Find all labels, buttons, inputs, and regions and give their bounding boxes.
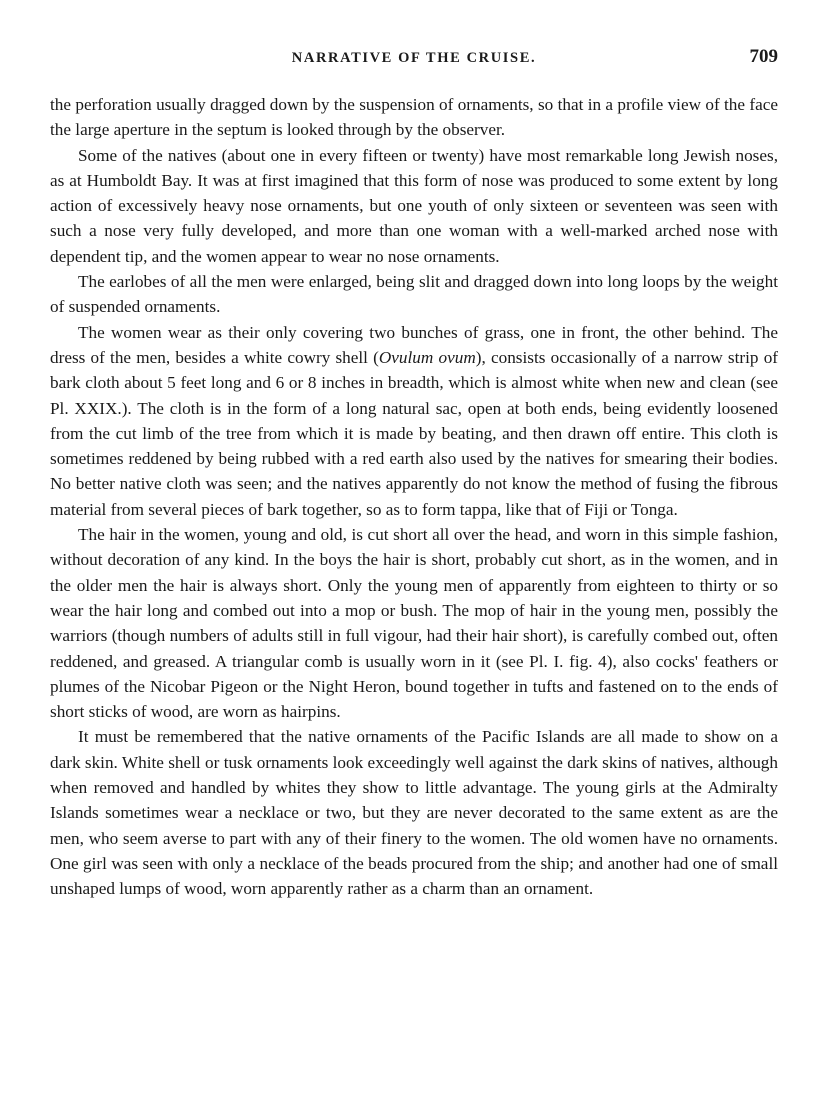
paragraph-ornaments: It must be remembered that the native ornaments of the Pacific Islands are all made to show on a dark skin. White shell or tusk ornaments look exceedingly well against the dark skins of natives, although when removed and handled by whites they show to little advantage. The young girls at the Admiralty Islands sometimes wear a necklace or two, but they are never decorated to the same extent as are the men, who seem averse to part with any of their finery to the women. The old women have no ornaments. One girl was seen with only a necklace of the beads procured from the ship; and another had one of small unshaped lumps of wood, worn apparently rather as a charm than an ornament. (50, 727, 778, 899)
book-page (50, 42, 778, 902)
running-head (50, 42, 778, 72)
dress-text-before: The women wear as their only covering two bunches of grass, one in front, the other behind. The dress of the men, besides a white cowry shell ( (50, 322, 778, 367)
running-title: NARRATIVE OF THE CRUISE. (291, 50, 537, 66)
shell-species-name: Ovulum ovum (378, 347, 476, 367)
paragraph-dress-and-bark-cloth (50, 320, 778, 522)
page-number: 709 (749, 46, 778, 67)
paragraph-septum-perforation: the perforation usually dragged down by the suspension of ornaments, so that in a profile view of the face the large aperture in the septum is looked through by the observer. (50, 95, 778, 140)
paragraph-hair: The hair in the women, young and old, is cut short all over the head, and worn in this simple fashion, without decoration of any kind. In the boys the hair is short, probably cut short, as in the women, and in the older men the hair is always short. Only the young men of apparently from eighteen to thirty or so wear the hair long and combed out into a mop or bush. The mop of hair in the young men, possibly the warriors (though numbers of adults still in full vigour, had their hair short), is carefully combed out, often reddened, and greased. A triangular comb is usually worn in it (see Pl. I. fig. 4), also cocks' feathers or plumes of the Nicobar Pigeon or the Night Heron, bound together in tufts and fastened on to the ends of short sticks of wood, are worn as hairpins. (50, 525, 778, 722)
paragraph-jewish-noses: Some of the natives (about one in every fifteen or twenty) have most remarkable long Jewish noses, as at Humboldt Bay. It was at first imagined that this form of nose was produced to some extent by long action of excessively heavy nose ornaments, but one youth of only sixteen or seventeen was seen with such a nose very fully developed, and more than one woman with a well-marked arched nose with dependent tip, and the women appear to wear no nose ornaments. (50, 145, 778, 266)
body-text (50, 92, 778, 902)
dress-text-after: ), consists occasionally of a narrow strip of bark cloth about 5 feet long and 6 or 8 inches in breadth, which is almost white when new and clean (see Pl. XXIX.). The cloth is in the form of a long natural sac, open at both ends, being evidently loosened from the cut limb of the tree from which it is made by beating, and then drawn off entire. This cloth is sometimes reddened by being rubbed with a red earth also used by the natives for smearing their bodies. No better native cloth was seen; and the natives apparently do not know the method of fusing the fibrous material from several pieces of bark together, so as to form tappa, like that of Fiji or Tonga. (50, 347, 779, 519)
paragraph-earlobes: The earlobes of all the men were enlarged, being slit and dragged down into long loops by the weight of suspended ornaments. (50, 272, 778, 317)
